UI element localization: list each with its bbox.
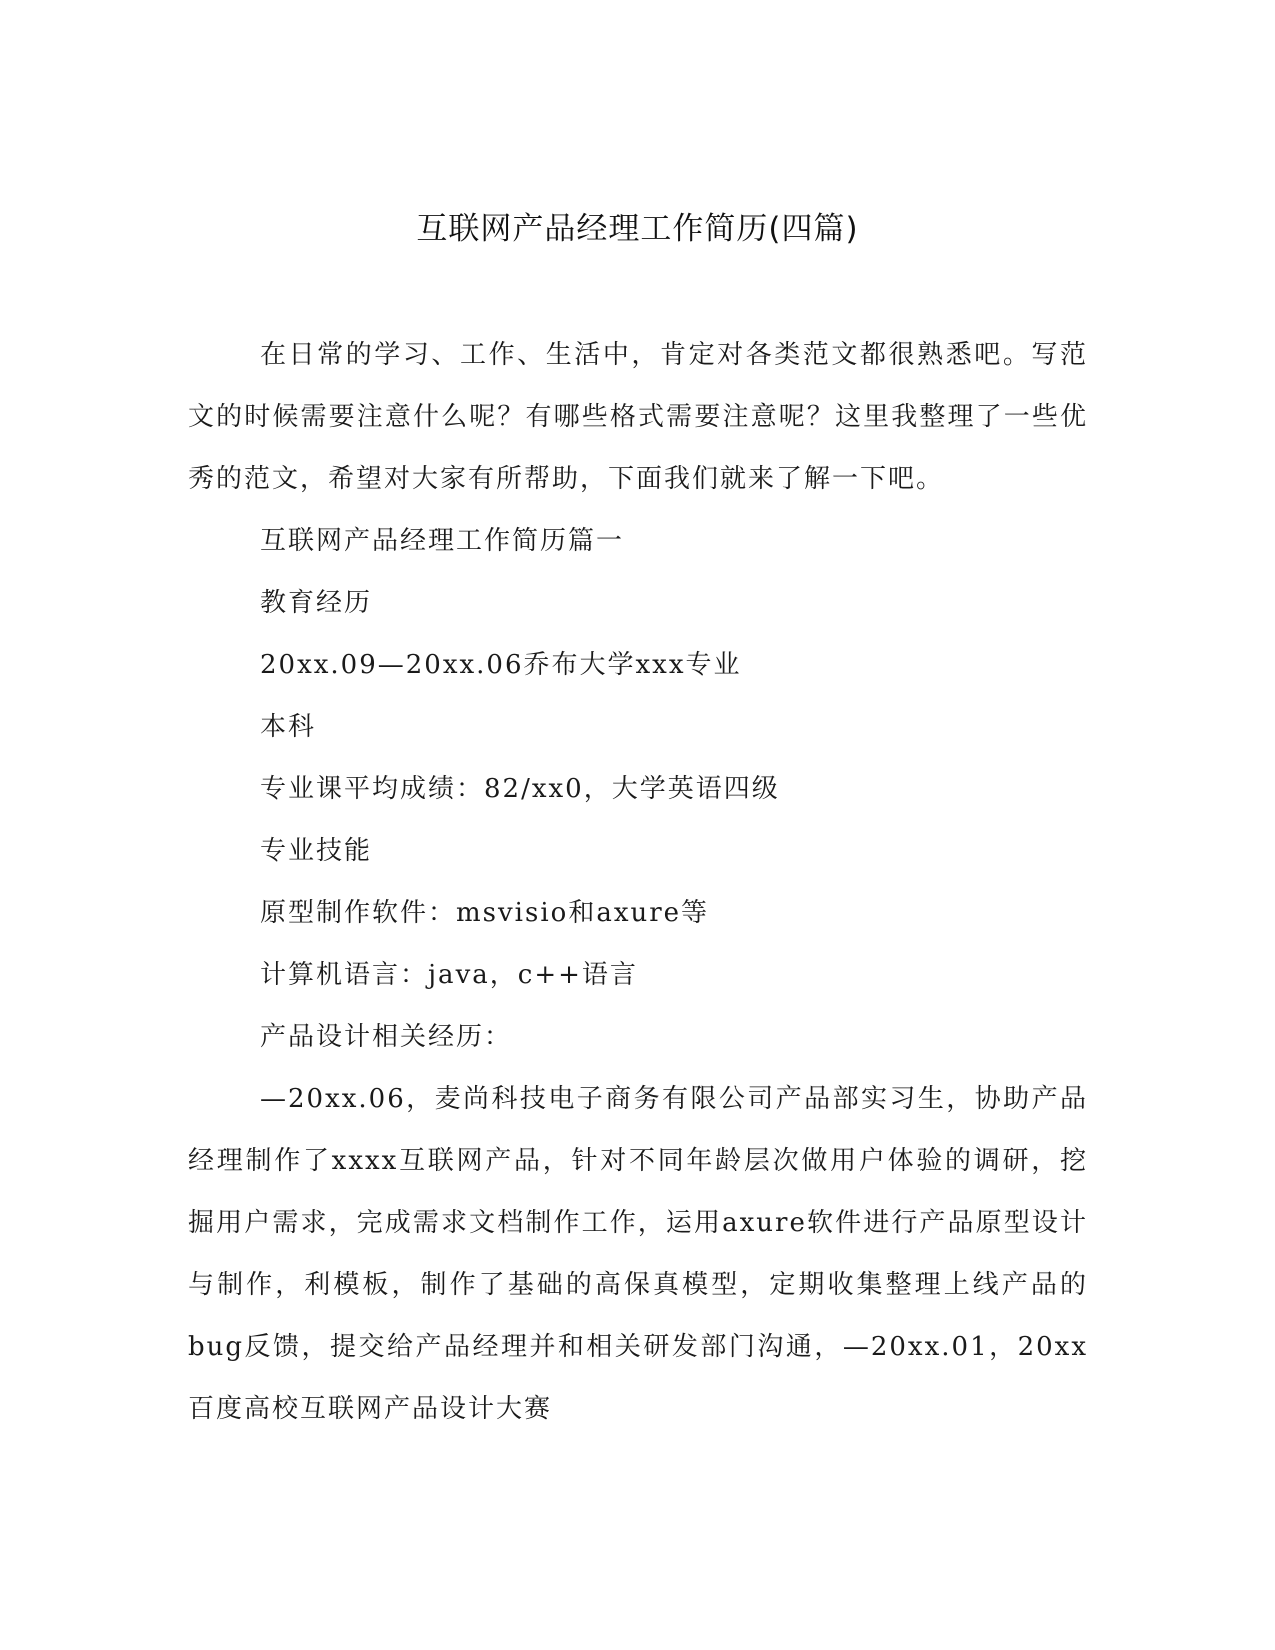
education-scores: 专业课平均成绩：82/xx0，大学英语四级 bbox=[260, 774, 780, 804]
skills-programming-languages: 计算机语言：java，c++语言 bbox=[260, 960, 638, 990]
education-dates-school: 20xx.09—20xx.06乔布大学xxx专业 bbox=[260, 650, 742, 680]
document-body bbox=[188, 324, 1088, 1440]
product-experience-paragraph: —20xx.06，麦尚科技电子商务有限公司产品部实习生，协助产品经理制作了xxxx互联网产品，针对不同年龄层次做用户体验的调研，挖掘用户需求，完成需求文档制作工作，运用axure软件进行产品原型设计与制作，利模板，制作了基础的高保真模型，定期收集整理上线产品的bug反馈，提交给产品经理并和相关研发部门沟通，—20xx.01，20xx百度高校互联网产品设计大赛 bbox=[188, 1084, 1088, 1424]
section-heading-product-experience: 产品设计相关经历： bbox=[260, 1022, 513, 1052]
section-heading-resume-one: 互联网产品经理工作简历篇一 bbox=[260, 526, 625, 556]
intro-paragraph: 在日常的学习、工作、生活中，肯定对各类范文都很熟悉吧。写范文的时候需要注意什么呢？有哪些格式需要注意呢？这里我整理了一些优秀的范文，希望对大家有所帮助，下面我们就来了解一下吧。 bbox=[188, 340, 1088, 494]
document-title: 互联网产品经理工作简历(四篇) bbox=[416, 211, 859, 247]
section-heading-education: 教育经历 bbox=[260, 588, 373, 618]
skills-prototype-software: 原型制作软件：msvisio和axure等 bbox=[260, 898, 710, 928]
education-degree: 本科 bbox=[260, 712, 317, 742]
section-heading-skills: 专业技能 bbox=[260, 836, 373, 866]
